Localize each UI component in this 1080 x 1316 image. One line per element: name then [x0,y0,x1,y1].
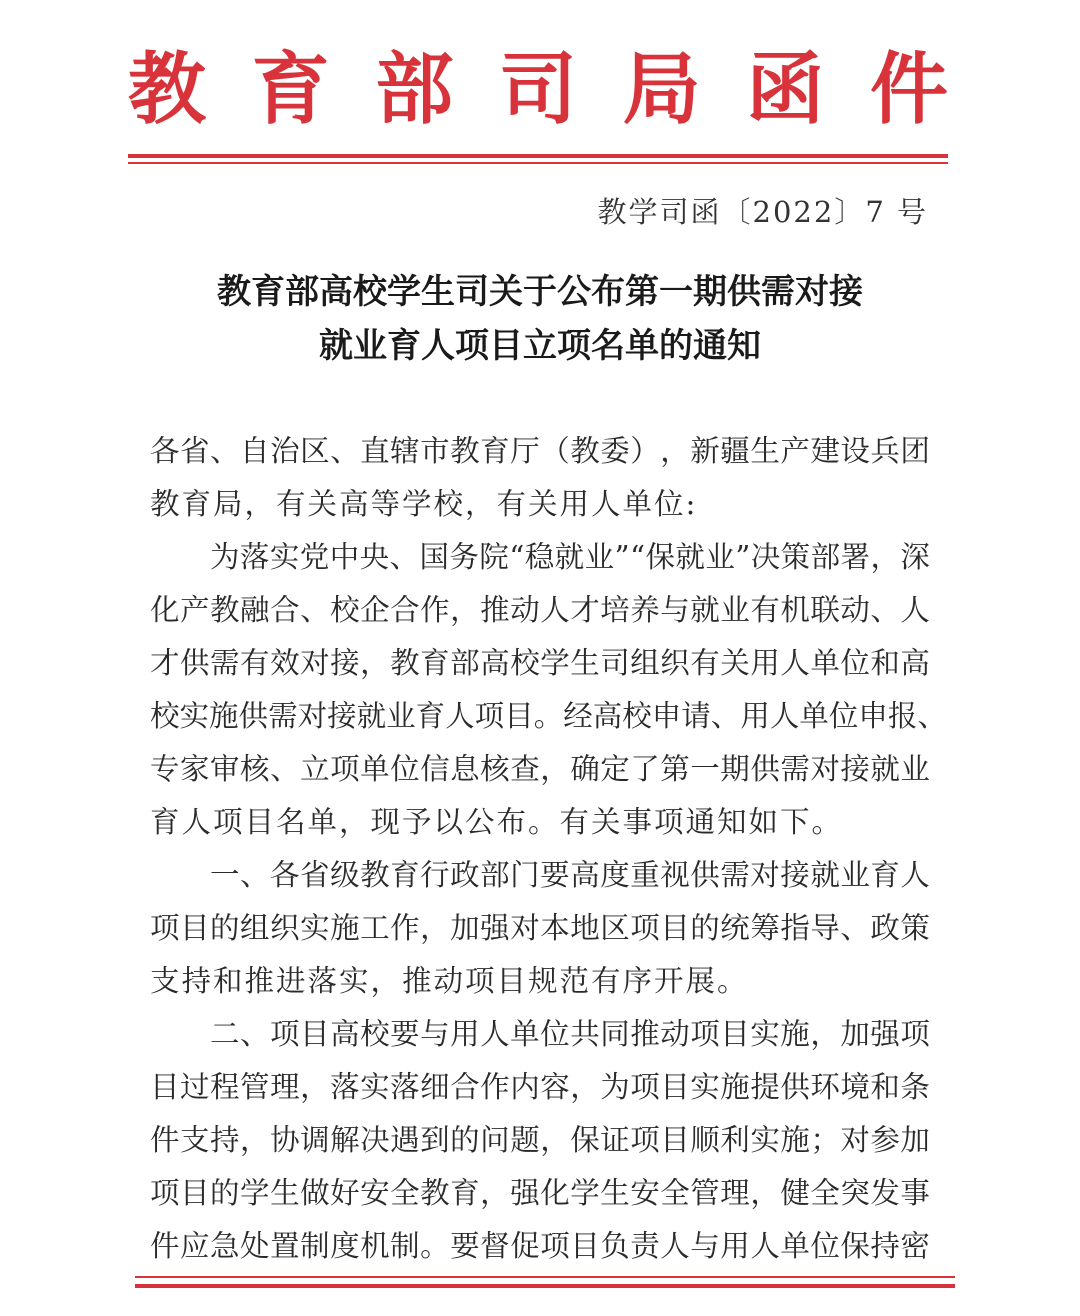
body-line: 教育局，有关高等学校，有关用人单位: [150,487,698,521]
letterhead-char: 件 [869,44,948,135]
document-body [150,425,947,1273]
body-line: 化 产 教 融 合 、 校 企 合 作 ， 推 动 人 才 培 养 与 就 业 有 机 联 动 、 人 [150,593,930,627]
footer-rule-thick [135,1284,955,1288]
title-line: 教育部高校学生司关于公布第一期供需对接 [217,272,863,312]
letterhead-rule-thin [128,162,948,164]
document-number: 教学司函〔2022〕7 号 [597,195,928,229]
body-line: 才 供 需 有 效 对 接 ， 教 育 部 高 校 学 生 司 组 织 有 关 用 人 单 位 和 高 [150,646,930,680]
body-line: 目 过 程 管 理 ， 落 实 落 细 合 作 内 容 ， 为 项 目 实 施 提 供 环 境 和 条 [150,1070,930,1104]
title-line: 就业育人项目立项名单的通知 [319,326,761,366]
document-title [100,265,980,373]
letterhead-rule-thick [128,154,948,158]
letterhead-char: 函 [746,44,825,135]
body-line: 支持和推进落实，推动项目规范有序开展。 [150,964,749,998]
letterhead-char: 部 [375,44,454,135]
body-line: 二 、 项 目 高 校 要 与 用 人 单 位 共 同 推 动 项 目 实 施 ， 加 强 项 [210,1017,930,1051]
letterhead-char: 育 [251,44,330,135]
footer-rule-thin [135,1276,955,1278]
body-line: 专 家 审 核 、 立 项 单 位 信 息 核 查 ， 确 定 了 第 一 期 供 需 对 接 就 业 [150,752,930,786]
body-line: 育人项目名单，现予以公布。有关事项通知如下。 [150,805,844,839]
letterhead [128,40,948,140]
letterhead-char: 司 [498,44,577,135]
letterhead-char: 教 [128,44,207,135]
body-line: 件 应 急 处 置 制 度 机 制 。 要 督 促 项 目 负 责 人 与 用 人 单 位 保 持 密 [150,1229,930,1263]
body-line: 为 落 实 党 中 央 、 国 务 院 “ 稳 就 业 ” “ 保 就 业 ” 决 策 部 署 ， 深 [210,540,930,574]
body-line: 项 目 的 学 生 做 好 安 全 教 育 ， 强 化 学 生 安 全 管 理 ， 健 全 突 发 事 [150,1176,930,1210]
body-line: 件 支 持 ， 协 调 解 决 遇 到 的 问 题 ， 保 证 项 目 顺 利 实 施 ； 对 参 加 [150,1123,930,1157]
body-line: 各 省 、 自 治 区 、 直 辖 市 教 育 厅 （ 教 委 ） ， 新 疆 生 产 建 设 兵 团 [150,434,930,468]
body-line: 项 目 的 组 织 实 施 工 作 ， 加 强 对 本 地 区 项 目 的 统 筹 指 导 、 政 策 [150,911,930,945]
letterhead-char: 局 [622,44,701,135]
body-line: 校 实 施 供 需 对 接 就 业 育 人 项 目 。 经 高 校 申 请 、 用 人 单 位 申 报 、 [150,699,947,733]
body-line: 一 、 各 省 级 教 育 行 政 部 门 要 高 度 重 视 供 需 对 接 就 业 育 人 [210,858,930,892]
